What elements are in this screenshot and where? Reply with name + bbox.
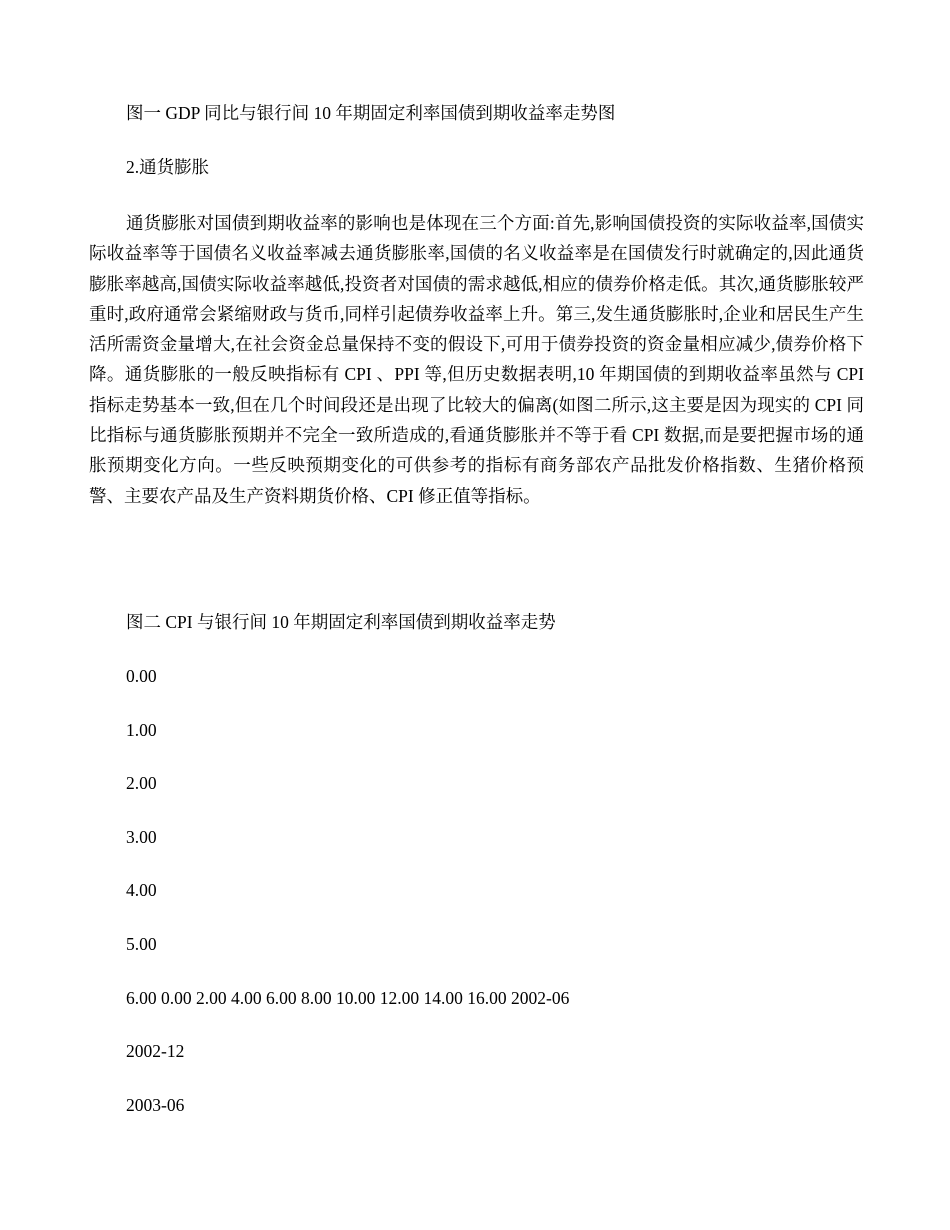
chart-residue-line: 5.00 bbox=[126, 934, 157, 954]
figure1-caption: 图一 GDP 同比与银行间 10 年期固定利率国债到期收益率走势图 bbox=[126, 103, 616, 123]
chart-residue-line: 2003-06 bbox=[126, 1095, 185, 1115]
chart-residue-line: 3.00 bbox=[126, 827, 157, 847]
section-heading: 2.通货膨胀 bbox=[126, 157, 210, 177]
chart-residue-line: 6.00 0.00 2.00 4.00 6.00 8.00 10.00 12.00 14.00 16.00 2002-06 bbox=[126, 988, 570, 1008]
chart-residue-line: 4.00 bbox=[126, 880, 157, 900]
chart-residue-line: 1.00 bbox=[126, 720, 157, 740]
body-paragraph: 通货膨胀对国债到期收益率的影响也是体现在三个方面:首先,影响国债投资的实际收益率,国债实际收益率等于国债名义收益率减去通货膨胀率,国债的名义收益率是在国债发行时就确定的,因此通货膨胀率越高,国债实际收益率越低,投资者对国债的需求越低,相应的债券价格走低。其次,通货膨胀较严重时,政府通常会紧缩财政与货币,同样引起债券收益率上升。第三,发生通货膨胀时,企业和居民生产生活所需资金量增大,在社会资金总量保持不变的假设下,可用于债券投资的资金量相应减少,债券价格下降。通货膨胀的一般反映指标有 CPI 、PPI 等,但历史数据表明,10 年期国债的到期收益率虽然与 CPI 指标走势基本一致,但在几个时间段还是出现了比较大的偏离(如图二所示,这主要是因为现实的 CPI 同比指标与通货膨胀预期并不完全一致所造成的,看通货膨胀并不等于看 CPI 数据,而是要把握市场的通胀预期变化方向。一些反映预期变化的可供参考的指标有商务部农产品批发价格指数、生猪价格预警、主要农产品及生产资料期货价格、CPI 修正值等指标。 bbox=[89, 213, 864, 506]
chart-residue-line: 2002-12 bbox=[126, 1041, 185, 1061]
chart-residue-line: 0.00 bbox=[126, 666, 157, 686]
chart-residue-line: 2.00 bbox=[126, 773, 157, 793]
figure2-caption: 图二 CPI 与银行间 10 年期固定利率国债到期收益率走势 bbox=[126, 612, 556, 632]
